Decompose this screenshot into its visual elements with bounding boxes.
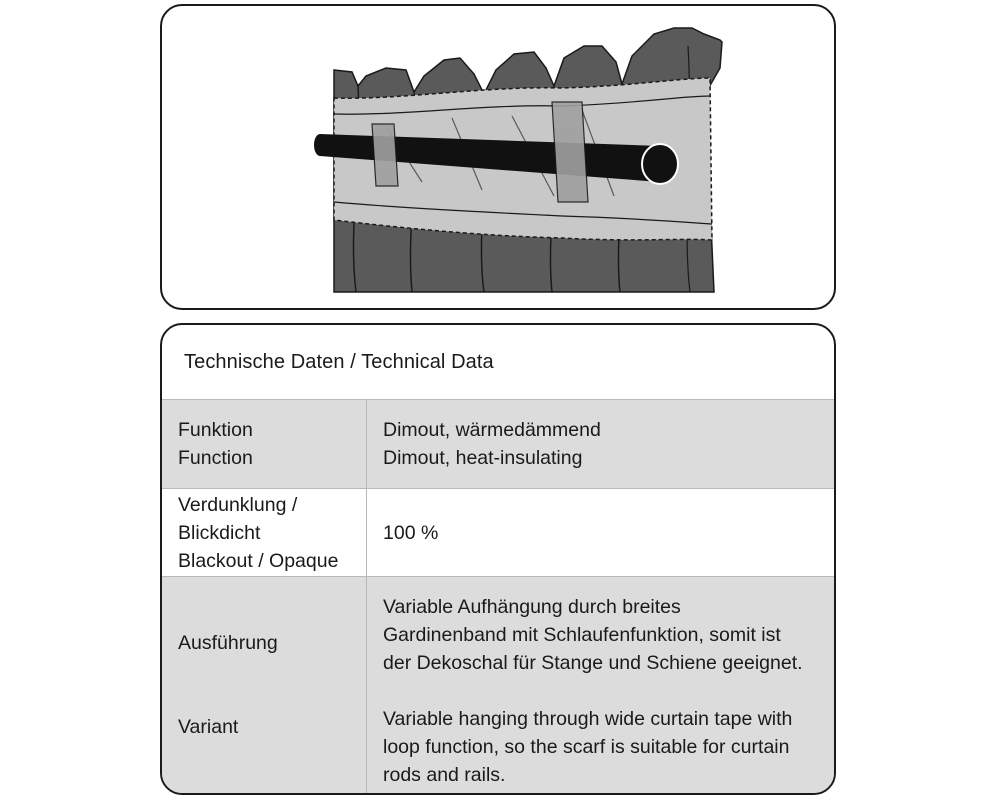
technical-data-table	[162, 399, 834, 795]
technical-data-panel	[160, 323, 836, 795]
table-row-blackout	[162, 489, 834, 577]
table-row-function	[162, 400, 834, 489]
row-value: Dimout, wärmedämmend Dimout, heat-insulating	[367, 400, 835, 489]
table-row-variant	[162, 577, 834, 796]
curtain-on-rod-icon	[162, 6, 836, 310]
row-value: Variable Aufhängung durch breites Gardinenband mit Schlaufenfunktion, somit ist der Dekoschal für Stange und Schiene geeignet. Variable hanging through wide curtain tape with loop function, so the scarf is suitable for curtain rods and rails.	[367, 577, 835, 796]
row-label: Funktion Function	[162, 400, 367, 489]
row-label: Ausführung Variant	[162, 577, 367, 796]
row-label: Verdunklung / Blickdicht Blackout / Opaque	[162, 489, 367, 577]
illustration-panel	[160, 4, 836, 310]
table-title: Technische Daten / Technical Data	[184, 351, 494, 373]
row-value: 100 %	[367, 489, 835, 577]
